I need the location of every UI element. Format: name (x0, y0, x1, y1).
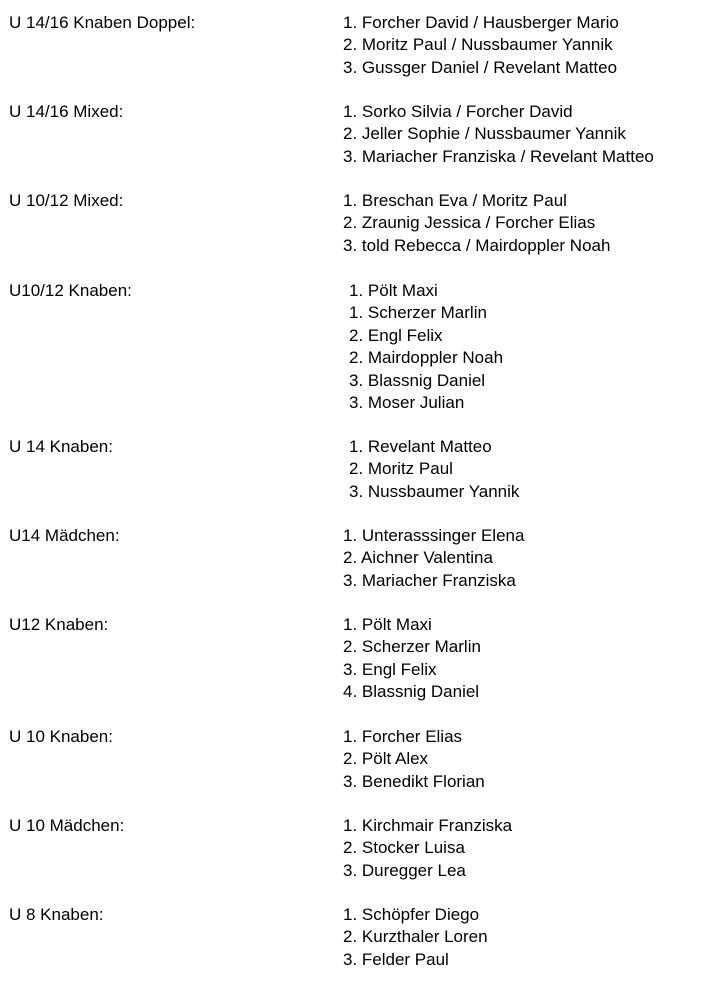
results-list (343, 815, 512, 882)
result-entry: 1. Pölt Maxi (349, 281, 438, 300)
result-entry: 1. Forcher David / Hausberger Mario (343, 13, 619, 32)
results-list (349, 280, 503, 414)
result-entry: 1. Breschan Eva / Moritz Paul (343, 191, 567, 210)
results-list (343, 614, 481, 704)
result-entry: 2. Scherzer Marlin (343, 637, 481, 657)
result-entry: 2. Mairdoppler Noah (349, 348, 504, 368)
results-list (343, 726, 485, 793)
result-entry: 3. Benedikt Florian (343, 771, 485, 791)
result-entry: 2. Aichner Valentina (343, 548, 493, 568)
result-entry: 2. Jeller Sophie / Nussbaumer Yannik (343, 124, 626, 144)
result-entry: 3. Nussbaumer Yannik (349, 481, 520, 501)
result-entry: 1. Scherzer Marlin (349, 303, 487, 323)
result-entry: 1. Revelant Matteo (349, 437, 492, 456)
results-list (343, 525, 524, 592)
result-entry: 3. Engl Felix (343, 659, 437, 679)
result-entry: 3. Mariacher Franziska (343, 570, 516, 590)
results-list (343, 904, 488, 971)
category-label: U 14 Knaben: (9, 437, 113, 456)
category-label: U 10 Mädchen: (9, 816, 125, 835)
category-label: U12 Knaben: (9, 615, 109, 634)
category-label: U14 Mädchen: (9, 526, 120, 545)
result-entry: 3. Gussger Daniel / Revelant Matteo (343, 57, 618, 77)
result-entry: 1. Kirchmair Franziska (343, 816, 513, 835)
results-list (349, 436, 519, 503)
result-entry: 2. Moritz Paul (349, 459, 453, 479)
result-entry: 3. told Rebecca / Mairdoppler Noah (343, 235, 611, 255)
category-label: U 8 Knaben: (9, 905, 104, 924)
category-label: U 14/16 Knaben Doppel: (9, 13, 196, 32)
result-entry: 2. Kurzthaler Loren (343, 927, 488, 947)
category-label: U10/12 Knaben: (9, 281, 132, 300)
category-label: U 10/12 Mixed: (9, 191, 124, 210)
result-entry: 1. Pölt Maxi (343, 615, 432, 634)
result-entry: 3. Mariacher Franziska / Revelant Matteo (343, 146, 654, 166)
result-entry: 2. Stocker Luisa (343, 838, 465, 858)
result-entry: 2. Moritz Paul / Nussbaumer Yannik (343, 35, 613, 55)
result-entry: 3. Blassnig Daniel (349, 370, 486, 390)
result-entry: 1. Sorko Silvia / Forcher David (343, 102, 573, 121)
result-entry: 3. Felder Paul (343, 949, 449, 969)
category-label: U 10 Knaben: (9, 727, 113, 746)
result-entry: 2. Zraunig Jessica / Forcher Elias (343, 213, 596, 233)
result-entry: 3. Moser Julian (349, 392, 465, 412)
result-entry: 1. Forcher Elias (343, 727, 463, 746)
category-label: U 14/16 Mixed: (9, 102, 124, 121)
result-entry: 3. Duregger Lea (343, 860, 466, 880)
result-entry: 1. Unterasssinger Elena (343, 526, 525, 545)
result-entry: 4. Blassnig Daniel (343, 682, 480, 702)
results-list (343, 190, 610, 257)
results-list (343, 101, 654, 168)
result-entry: 2. Pölt Alex (343, 749, 429, 769)
result-entry: 1. Schöpfer Diego (343, 905, 480, 924)
results-list (343, 12, 619, 79)
result-entry: 2. Engl Felix (349, 325, 443, 345)
